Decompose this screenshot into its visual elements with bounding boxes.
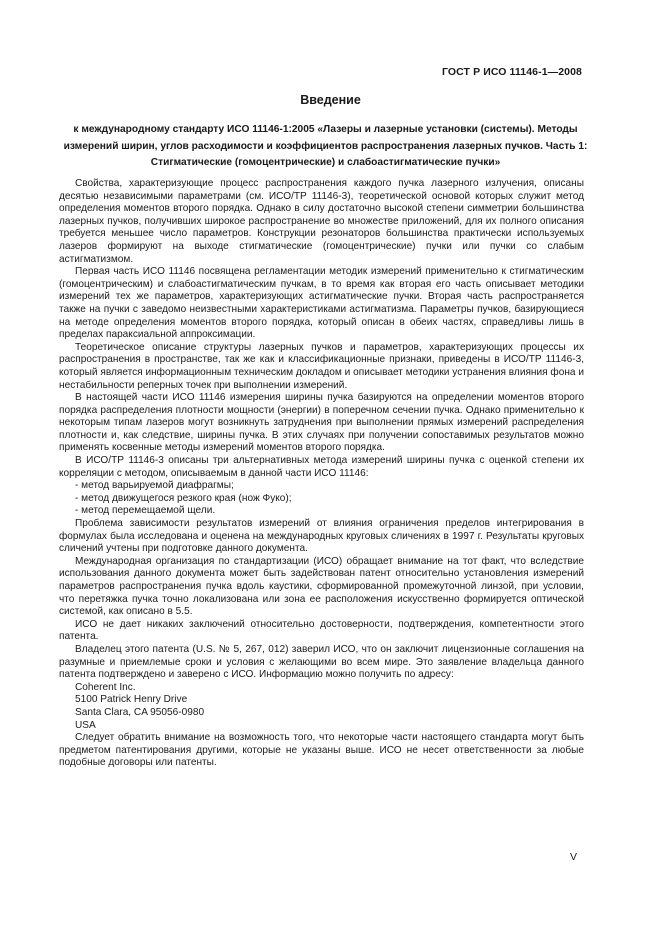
paragraph: Владелец этого патента (U.S. № 5, 267, 012) заверил ИСО, что он заключит лицензионные соглашения на разумные и приемлемые сроки и условия с желающими во всем мире. Это заявление владельца данного патента подтверждено и заверено с ИСО. Информацию можно получить по адресу: (59, 643, 584, 681)
paragraph: Проблема зависимости результатов измерений от влияния ограничения пределов интегрирования в формулах была исследована и оценена на международных круговых сличениях в 1997 г. Результаты круговых сличений учтены при подготовке данного документа. (59, 518, 584, 555)
method-list-item: - метод движущегося резкого края (нож Фуко); (75, 492, 292, 504)
paragraph: Свойства, характеризующие процесс распространения каждого пучка лазерного излучения, описаны десятью независимыми параметрами (см. ИСО/ТР 11146-3), теоретической основой которых служит метод определения моментов второго порядка. Однако в силу достаточно высокой степени симметрии большинства лазерных пучков, получивших широкое распространение во множестве приложений, для их полного описания требуется меньшее число параметров. Конструкции резонаторов большинства практически используемых лазеров формируют на выходе стигматические (гомоцентрические) пучки или пучки со слабым астигматизмом. (59, 178, 584, 265)
paragraph: Следует обратить внимание на возможность того, что некоторые части настоящего стандарта могут быть предметом патентирования другими, которые не указаны выше. ИСО не несет ответственности за любые подобные договоры или патенты. (59, 732, 584, 769)
paragraph: ИСО не дает никаких заключений относительно достоверности, подтверждения, компетентности этого патента. (59, 618, 584, 643)
paragraph: В ИСО/ТР 11146-3 описаны три альтернативных метода измерений ширины пучка с оценкой степени их корреляции с методом, описываемым в данной части ИСО 11146: (59, 455, 584, 479)
address-line: Coherent Inc. (75, 681, 136, 693)
section-subtitle: к международному стандарту ИСО 11146-1:2005 «Лазеры и лазерные установки (системы). Методы измерений ширин, углов расходимости и коэффициентов распространения лазерных пучков. Часть 1: Стигматические (гомоцентрические) и слабоастигматические пучки» (63, 124, 588, 168)
paragraph: В настоящей части ИСО 11146 измерения ширины пучка базируются на определении моментов второго порядка распределения плотности мощности (энергии) в поперечном сечении пучка. Однако применительно к некоторым типам лазеров могут возникнуть затруднения при выполнении прямых измерений распределения плотности и, как следствие, ширины пучка. В этих случаях при получении сопоставимых результатов можно применять косвенные методы измерений моментов второго порядка. (59, 392, 584, 454)
section-title: Введение (300, 93, 361, 107)
paragraph: Теоретическое описание структуры лазерных пучков и параметров, характеризующих процессы их распространения в пространстве, так же как и классификационные признаки, приведены в ИСО/ТР 11146-3, который является информационным техническим докладом и описывает методики устранения влияния фона и нестабильности реперных точек при выполнении измерений. (59, 341, 584, 391)
method-list-item: - метод перемещаемой щели. (75, 505, 216, 517)
address-line: Santa Clara, CA 95056-0980 (75, 706, 205, 718)
standard-header: ГОСТ Р ИСО 11146-1—2008 (441, 66, 582, 78)
paragraph: Первая часть ИСО 11146 посвящена регламентации методик измерений применительно к стигматическим (гомоцентрическим) и слабоастигматическим пучкам, в то время как вторая его часть описывает методики измерений тех же параметров, характеризующих астигматические пучки. Вторая часть распространяется также на пучки с заведомо неизвестными характеристиками астигматизма. Параметры пучков, базирующиеся на методе определения моментов второго порядка, который описан в обеих частях, справедливы лишь в пределах параксиальной аппроксимации. (59, 266, 584, 341)
body-text (59, 178, 584, 770)
method-list-item: - метод варьируемой диафрагмы; (75, 480, 234, 492)
address-line: USA (75, 719, 96, 731)
page-number: V (569, 851, 577, 863)
address-line: 5100 Patrick Henry Drive (75, 694, 188, 706)
paragraph: Международная организация по стандартизации (ИСО) обращает внимание на тот факт, что вследствие использования данного документа может быть задействован патент относительно установления измерений параметров распространения пучка вдоль каустики, сформированной промежуточной линзой, при условии, что перетяжка пучка точно локализована или зона ее расположения искусственно формируется оптической системой, как описано в 5.5. (59, 555, 584, 618)
